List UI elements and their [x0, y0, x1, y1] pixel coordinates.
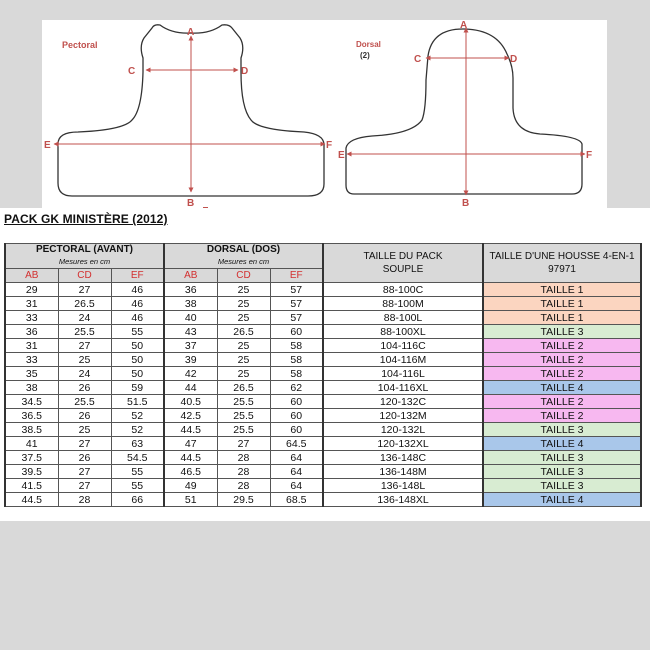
dorsal-ef-cell: 60 — [270, 395, 323, 409]
dorsal-point-b: B — [462, 198, 470, 208]
pectoral-ef-cell: 46 — [111, 297, 164, 311]
pectoral-ef-cell: 54.5 — [111, 451, 164, 465]
cover-size-cell: TAILLE 4 — [483, 493, 641, 507]
dorsal-point-c: C — [414, 54, 422, 65]
pack-size-header-line1: TAILLE DU PACK — [363, 251, 443, 262]
pectoral-ef-cell: 46 — [111, 311, 164, 325]
pectoral-cd-cell: 25 — [58, 423, 111, 437]
pectoral-cd-cell: 28 — [58, 493, 111, 507]
table-row — [5, 381, 641, 395]
table-row — [5, 493, 641, 507]
pectoral-diagram — [44, 25, 332, 208]
pectoral-ef-cell: 50 — [111, 353, 164, 367]
dorsal-ab-cell: 40.5 — [164, 395, 217, 409]
dorsal-ab-cell: 43 — [164, 325, 217, 339]
dorsal-cd-cell: 26.5 — [217, 325, 270, 339]
pectoral-cd-cell: 27 — [58, 437, 111, 451]
table-row — [5, 465, 641, 479]
pectoral-ef-cell: 55 — [111, 465, 164, 479]
pack-size-cell: 120-132L — [323, 423, 483, 437]
cover-size-cell: TAILLE 2 — [483, 353, 641, 367]
pectoral-header-units: Mesures en cm — [58, 257, 111, 266]
pack-size-cell: 104-116L — [323, 367, 483, 381]
pectoral-ef-cell: 55 — [111, 325, 164, 339]
dorsal-cd-cell: 25 — [217, 297, 270, 311]
dorsal-ab-cell: 49 — [164, 479, 217, 493]
pectoral-cd-cell: 25.5 — [58, 395, 111, 409]
dorsal-ef-cell: 62 — [270, 381, 323, 395]
dorsal-ab-cell: 42.5 — [164, 409, 217, 423]
pectoral-ab-cell: 38.5 — [5, 423, 58, 437]
dorsal-ef-cell: 57 — [270, 311, 323, 325]
measurement-diagrams — [42, 20, 607, 208]
cover-size-cell: TAILLE 2 — [483, 409, 641, 423]
pack-size-cell: 136-148XL — [323, 493, 483, 507]
pectoral-ef-cell: 66 — [111, 493, 164, 507]
table-row — [5, 479, 641, 493]
table-title: PACK GK MINISTÈRE (2012) — [4, 212, 168, 226]
dorsal-point-d: D — [510, 54, 518, 65]
pectoral-title: Pectoral — [62, 40, 98, 50]
pack-size-cell: 120-132C — [323, 395, 483, 409]
cover-size-cell: TAILLE 2 — [483, 367, 641, 381]
pectoral-header-title: PECTORAL (AVANT) — [35, 244, 134, 255]
dorsal-ef-cell: 68.5 — [270, 493, 323, 507]
pectoral-ef-cell: 55 — [111, 479, 164, 493]
dorsal-ef-cell: 58 — [270, 353, 323, 367]
cover-size-cell: TAILLE 3 — [483, 479, 641, 493]
dorsal-cd-cell: 27 — [217, 437, 270, 451]
dorsal-point-f: F — [586, 150, 593, 161]
cover-size-cell: TAILLE 1 — [483, 283, 641, 297]
pectoral-cd-cell: 26 — [58, 409, 111, 423]
pectoral-point-a: A — [187, 27, 195, 38]
dorsal-ab-cell: 42 — [164, 367, 217, 381]
pectoral-cd-cell: 26 — [58, 451, 111, 465]
pectoral-point-d: D — [241, 66, 249, 77]
pack-size-cell: 104-116M — [323, 353, 483, 367]
dorsal-ef-cell: 60 — [270, 423, 323, 437]
pack-size-cell: 88-100XL — [323, 325, 483, 339]
pectoral-ef-cell: 52 — [111, 423, 164, 437]
pectoral-ab-cell: 41 — [5, 437, 58, 451]
table-row — [5, 423, 641, 437]
pectoral-ab-cell: 39.5 — [5, 465, 58, 479]
pectoral-ab-cell: 31 — [5, 297, 58, 311]
pack-size-cell: 136-148M — [323, 465, 483, 479]
pack-size-cell: 120-132M — [323, 409, 483, 423]
dorsal-ef-cell: 57 — [270, 297, 323, 311]
pectoral-ab-cell: 35 — [5, 367, 58, 381]
pectoral-cd-cell: 27 — [58, 339, 111, 353]
dorsal-ef-cell: 64 — [270, 451, 323, 465]
pack-size-cell: 104-116XL — [323, 381, 483, 395]
dorsal-cd-cell: 25 — [217, 339, 270, 353]
dorsal-point-e: E — [338, 150, 345, 161]
cover-size-cell: TAILLE 3 — [483, 451, 641, 465]
dorsal-cd-cell: 28 — [217, 465, 270, 479]
cover-size-cell: TAILLE 1 — [483, 297, 641, 311]
dorsal-col-cd: CD — [217, 269, 270, 283]
dorsal-ab-cell: 44.5 — [164, 423, 217, 437]
dorsal-cd-cell: 25.5 — [217, 423, 270, 437]
pectoral-cd-cell: 26.5 — [58, 297, 111, 311]
dorsal-header-title: DORSAL (DOS) — [206, 244, 281, 255]
pectoral-cd-cell: 27 — [58, 479, 111, 493]
dorsal-ab-cell: 39 — [164, 353, 217, 367]
pectoral-cd-cell: 25.5 — [58, 325, 111, 339]
dorsal-ab-cell: 47 — [164, 437, 217, 451]
dorsal-header-units: Mesures en cm — [217, 257, 270, 266]
pectoral-ab-cell: 34.5 — [5, 395, 58, 409]
table-row — [5, 353, 641, 367]
pack-size-cell: 88-100M — [323, 297, 483, 311]
dorsal-header — [164, 244, 323, 269]
pectoral-ef-cell: 50 — [111, 367, 164, 381]
cover-size-header-line2: 97971 — [548, 264, 576, 275]
pectoral-ef-cell: 63 — [111, 437, 164, 451]
dorsal-ef-cell: 60 — [270, 409, 323, 423]
table-row — [5, 409, 641, 423]
table-row — [5, 311, 641, 325]
cover-size-cell: TAILLE 2 — [483, 339, 641, 353]
pectoral-cd-cell: 27 — [58, 465, 111, 479]
table-row — [5, 297, 641, 311]
pectoral-ab-cell: 33 — [5, 353, 58, 367]
dorsal-ab-cell: 38 — [164, 297, 217, 311]
pack-size-header-line2: SOUPLE — [382, 264, 424, 275]
pectoral-ab-cell: 31 — [5, 339, 58, 353]
cover-size-cell: TAILLE 3 — [483, 465, 641, 479]
dorsal-ef-cell: 60 — [270, 325, 323, 339]
pectoral-ab-cell: 29 — [5, 283, 58, 297]
pectoral-col-ab: AB — [5, 269, 58, 283]
pectoral-cd-cell: 27 — [58, 283, 111, 297]
pectoral-point-c: C — [128, 66, 136, 77]
cover-size-cell: TAILLE 1 — [483, 311, 641, 325]
dorsal-ef-cell: 57 — [270, 283, 323, 297]
table-row — [5, 437, 641, 451]
pectoral-ef-cell: 50 — [111, 339, 164, 353]
pectoral-cd-cell: 26 — [58, 381, 111, 395]
pack-size-cell: 88-100C — [323, 283, 483, 297]
pack-size-cell: 88-100L — [323, 311, 483, 325]
dorsal-cd-cell: 25.5 — [217, 409, 270, 423]
dorsal-ab-cell: 46.5 — [164, 465, 217, 479]
dorsal-ef-cell: 64 — [270, 479, 323, 493]
table-row — [5, 339, 641, 353]
cover-size-cell: TAILLE 4 — [483, 437, 641, 451]
dorsal-col-ef: EF — [270, 269, 323, 283]
cover-size-cell: TAILLE 4 — [483, 381, 641, 395]
dorsal-cd-cell: 26.5 — [217, 381, 270, 395]
pectoral-ab-cell: 44.5 — [5, 493, 58, 507]
pectoral-col-cd: CD — [58, 269, 111, 283]
dorsal-ef-cell: 58 — [270, 339, 323, 353]
dorsal-cd-cell: 25 — [217, 311, 270, 325]
dorsal-ab-cell: 44.5 — [164, 451, 217, 465]
pack-size-cell: 120-132XL — [323, 437, 483, 451]
pack-size-header — [323, 244, 483, 283]
size-table — [4, 243, 642, 507]
dorsal-ef-cell: 58 — [270, 367, 323, 381]
pectoral-ab-cell: 33 — [5, 311, 58, 325]
pectoral-ef-cell: 51.5 — [111, 395, 164, 409]
dorsal-ef-cell: 64.5 — [270, 437, 323, 451]
cover-size-cell: TAILLE 2 — [483, 395, 641, 409]
pack-size-cell: 104-116C — [323, 339, 483, 353]
pectoral-ef-cell: 59 — [111, 381, 164, 395]
pectoral-cd-cell: 24 — [58, 311, 111, 325]
pectoral-ab-cell: 36.5 — [5, 409, 58, 423]
dorsal-outline — [346, 29, 582, 194]
dorsal-cd-cell: 25 — [217, 367, 270, 381]
cover-size-header — [483, 244, 641, 283]
pectoral-ab-cell: 37.5 — [5, 451, 58, 465]
table-row — [5, 325, 641, 339]
dorsal-ab-cell: 44 — [164, 381, 217, 395]
dorsal-cd-cell: 25 — [217, 353, 270, 367]
pectoral-col-ef: EF — [111, 269, 164, 283]
dorsal-subtitle: (2) — [360, 51, 370, 60]
dorsal-cd-cell: 25 — [217, 283, 270, 297]
table-row — [5, 451, 641, 465]
cover-size-header-line1: TAILLE D'UNE HOUSSE 4-EN-1 — [489, 251, 635, 262]
pectoral-ef-cell: 46 — [111, 283, 164, 297]
pectoral-ab-cell: 38 — [5, 381, 58, 395]
cover-size-cell: TAILLE 3 — [483, 325, 641, 339]
dorsal-diagram — [338, 20, 592, 208]
pectoral-ab-cell: 36 — [5, 325, 58, 339]
pectoral-ef-cell: 52 — [111, 409, 164, 423]
dorsal-ab-cell: 51 — [164, 493, 217, 507]
dorsal-cd-cell: 25.5 — [217, 395, 270, 409]
diagram-panel — [42, 20, 607, 208]
size-table-body — [5, 283, 641, 507]
table-row — [5, 395, 641, 409]
cover-size-cell: TAILLE 3 — [483, 423, 641, 437]
dorsal-cd-cell: 28 — [217, 451, 270, 465]
dorsal-ab-cell: 36 — [164, 283, 217, 297]
dorsal-ef-cell: 64 — [270, 465, 323, 479]
pectoral-header — [5, 244, 164, 269]
dorsal-ab-cell: 37 — [164, 339, 217, 353]
pectoral-point-f: F — [326, 140, 333, 151]
size-chart-sheet — [0, 208, 650, 521]
pectoral-ab-cell: 41.5 — [5, 479, 58, 493]
table-row — [5, 367, 641, 381]
dorsal-ab-cell: 40 — [164, 311, 217, 325]
dorsal-title: Dorsal — [356, 40, 381, 49]
pack-size-cell: 136-148C — [323, 451, 483, 465]
dorsal-cd-cell: 28 — [217, 479, 270, 493]
dorsal-point-a: A — [460, 20, 468, 31]
pectoral-point-b: B — [187, 198, 195, 208]
pack-size-cell: 136-148L — [323, 479, 483, 493]
dorsal-cd-cell: 29.5 — [217, 493, 270, 507]
pectoral-cd-cell: 24 — [58, 367, 111, 381]
pectoral-cd-cell: 25 — [58, 353, 111, 367]
table-row — [5, 283, 641, 297]
pectoral-point-e: E — [44, 140, 51, 151]
dorsal-col-ab: AB — [164, 269, 217, 283]
